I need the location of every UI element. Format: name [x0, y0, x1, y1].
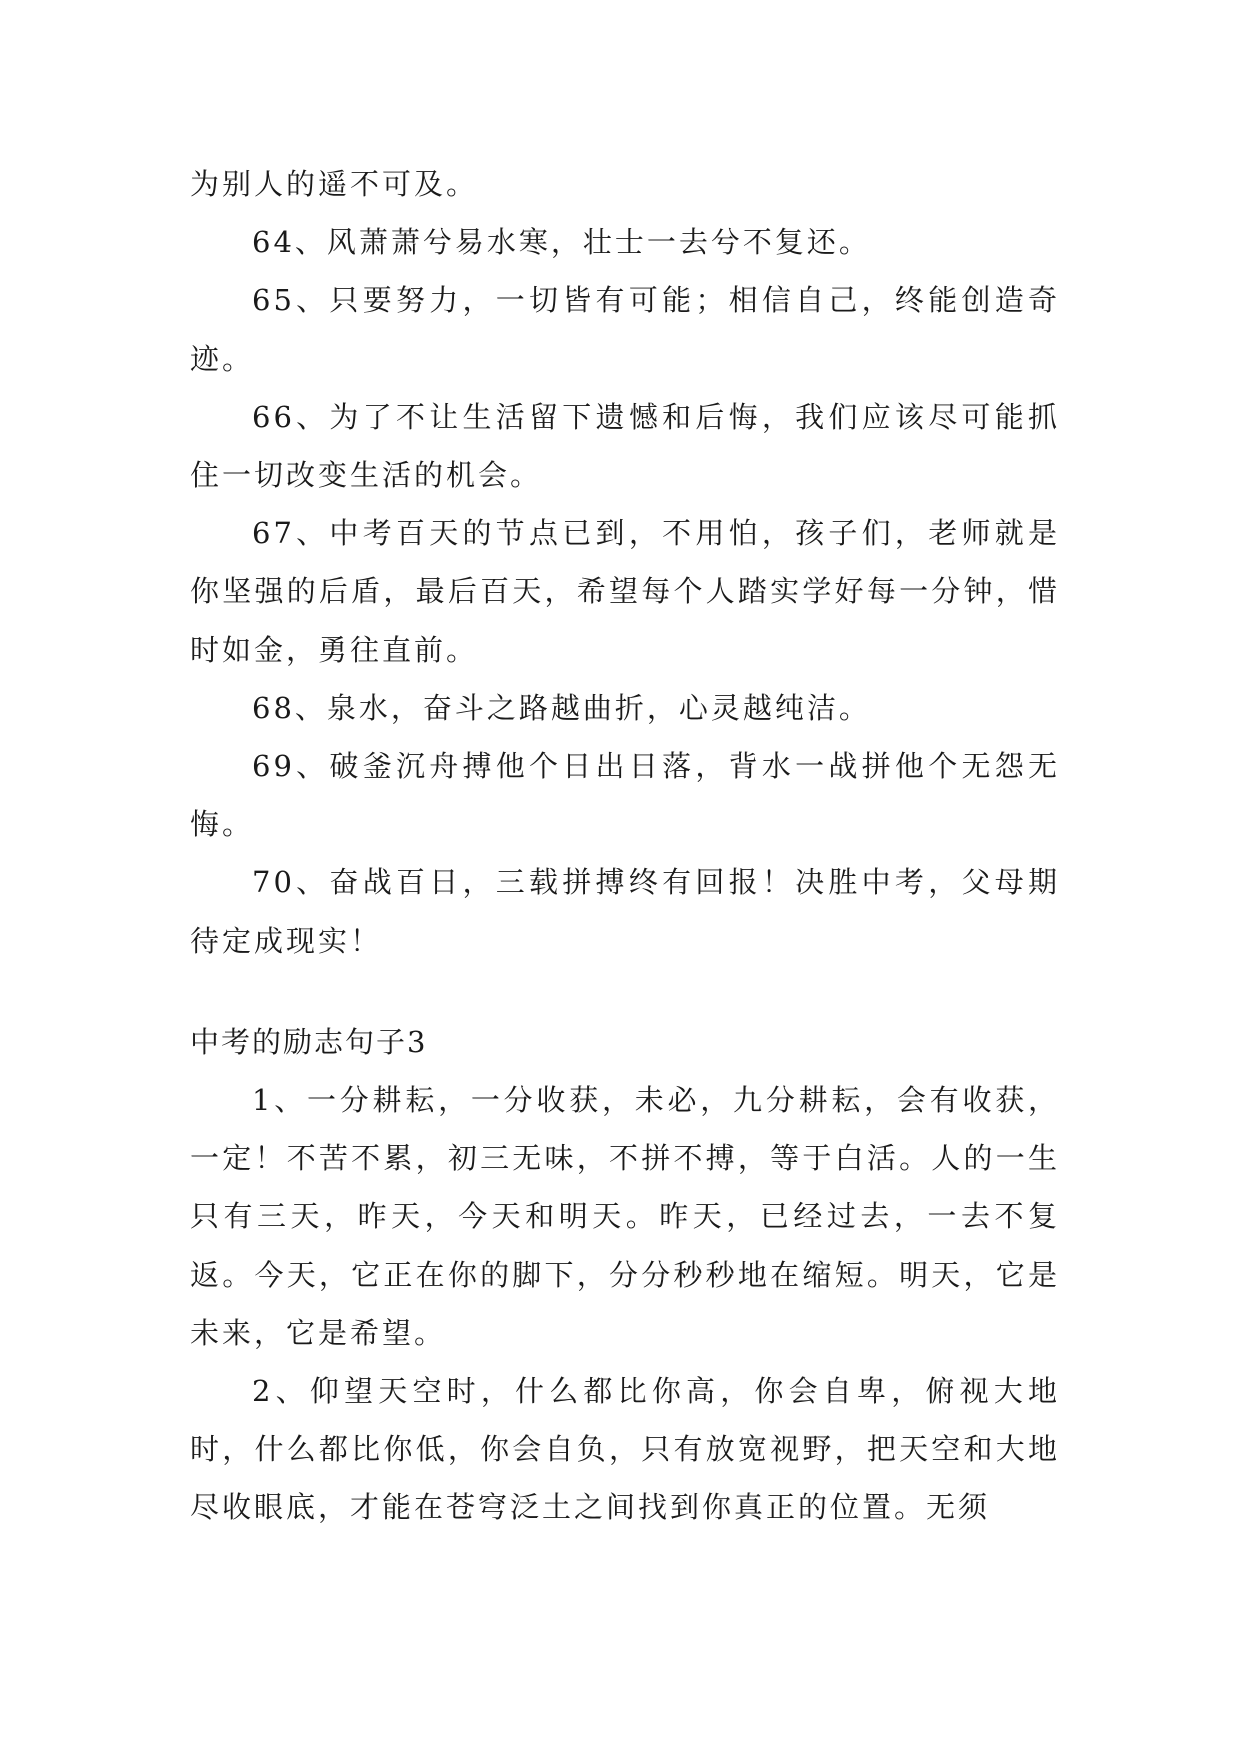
list-item-68: 68、泉水，奋斗之路越曲折，心灵越纯洁。: [252, 690, 871, 725]
list-item-66: 66、为了不让生活留下遗憾和后悔，我们应该尽可能抓住一切改变生活的机会。: [190, 399, 1060, 493]
list-item-2: 2、仰望天空时，什么都比你高，你会自卑，俯视大地时，什么都比你低，你会自负，只有放宽视野，把天空和大地尽收眼底，才能在苍穹泛土之间找到你真正的位置。无须: [190, 1374, 1060, 1525]
list-item-67: 67、中考百天的节点已到，不用怕，孩子们，老师就是你坚强的后盾，最后百天，希望每个人踏实学好每一分钟，惜时如金，勇往直前。: [190, 516, 1060, 667]
list-item-1: 1、一分耕耘，一分收获，未必，九分耕耘，会有收获，一定！不苦不累，初三无味，不拼不搏，等于白活。人的一生只有三天，昨天，今天和明天。昨天，已经过去，一去不复返。今天，它正在你的脚下，分分秒秒地在缩短。明天，它是未来，它是希望。: [190, 1083, 1060, 1350]
list-item-70: 70、奋战百日，三载拼搏终有回报！决胜中考，父母期待定成现实！: [190, 865, 1060, 958]
continuation-text: 为别人的遥不可及。: [190, 167, 479, 201]
list-item-64: 64、风萧萧兮易水寒，壮士一去兮不复还。: [252, 225, 871, 260]
document-page: [190, 155, 1060, 1537]
section-heading: 中考的励志句子3: [190, 1024, 428, 1059]
list-item-65: 65、只要努力，一切皆有可能；相信自己，终能创造奇迹。: [190, 283, 1060, 376]
list-item-69: 69、破釜沉舟搏他个日出日落，背水一战拼他个无怨无悔。: [190, 749, 1060, 842]
